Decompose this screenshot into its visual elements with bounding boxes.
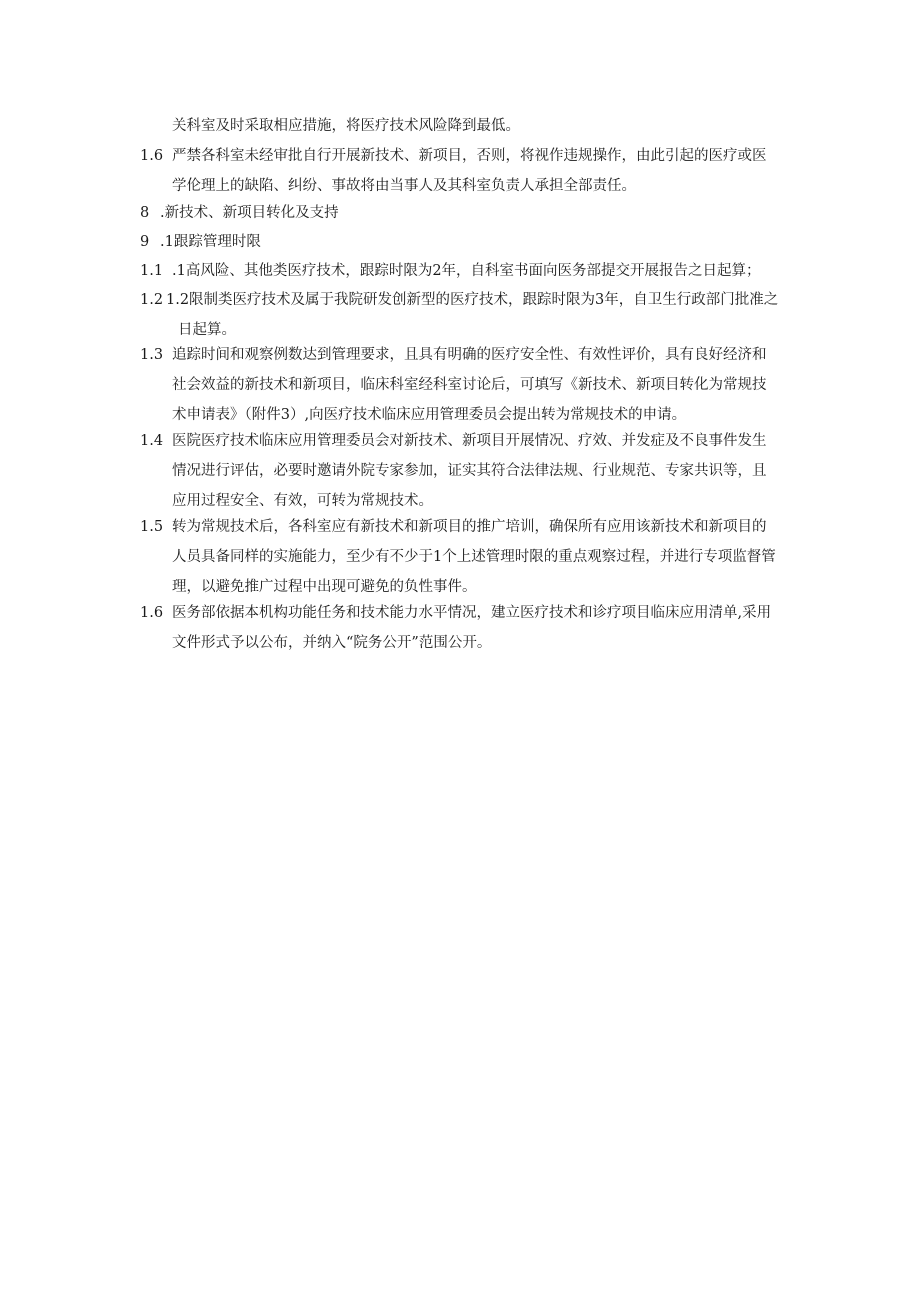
paragraph-line: 严禁各科室未经审批自行开展新技术、新项目，否则，将视作违规操作，由此引起的医疗或医	[172, 148, 767, 164]
paragraph-line: 学伦理上的缺陷、纠纷、事故将由当事人及其科室负责人承担全部责任。	[172, 178, 636, 194]
paragraph-number: 1.6	[140, 148, 164, 164]
paragraph-line: 理，以避免推广过程中出现可避免的负性事件。	[172, 579, 477, 595]
paragraph-continuation	[140, 111, 820, 141]
paragraph-line: 应用过程安全、有效，可转为常规技术。	[172, 493, 433, 509]
paragraph-line: 术申请表》（附件3）,向医疗技术临床应用管理委员会提出转为常规技术的申请。	[172, 407, 687, 423]
paragraph-line: 1.2限制类医疗技术及属于我院研发创新型的医疗技术，跟踪时限为3年，自卫生行政部门批准之	[166, 292, 779, 308]
paragraph-1-6-b	[140, 598, 820, 658]
paragraph-line: 人员具备同样的实施能力，至少有不少于1个上述管理时限的重点观察过程，并进行专项监督管	[172, 549, 776, 565]
paragraph-number: 1.5	[140, 519, 164, 535]
paragraph-1-4	[140, 426, 820, 516]
paragraph-number: 8	[140, 205, 150, 221]
paragraph-1-5	[140, 512, 820, 602]
paragraph-line: 医院医疗技术临床应用管理委员会对新技术、新项目开展情况、疗效、并发症及不良事件发生	[172, 433, 767, 449]
paragraph-1-1	[140, 256, 820, 286]
section-heading-9	[140, 227, 820, 257]
paragraph-line: .1跟踪管理时限	[160, 234, 261, 250]
paragraph-number: 1.2	[140, 292, 164, 308]
paragraph-1-6	[140, 141, 820, 201]
paragraph-line: .1高风险、其他类医疗技术，跟踪时限为2年，自科室书面向医务部提交开展报告之日起算；	[172, 263, 761, 279]
paragraph-line: 转为常规技术后，各科室应有新技术和新项目的推广培训，确保所有应用该新技术和新项目的	[172, 519, 767, 535]
paragraph-line: 关科室及时采取相应措施，将医疗技术风险降到最低。	[172, 118, 520, 134]
paragraph-line: 社会效益的新技术和新项目，临床科室经科室讨论后，可填写《新技术、新项目转化为常规技	[172, 377, 767, 393]
paragraph-line: 情况进行评估，必要时邀请外院专家参加，证实其符合法律法规、行业规范、专家共识等，且	[172, 463, 767, 479]
paragraph-line: 医务部依据本机构功能任务和技术能力水平情况，建立医疗技术和诊疗项目临床应用清单,采用	[172, 605, 772, 621]
paragraph-line: .新技术、新项目转化及支持	[160, 205, 339, 221]
section-heading-8	[140, 198, 820, 228]
paragraph-line: 日起算。	[178, 322, 236, 338]
paragraph-number: 1.1	[140, 263, 164, 279]
paragraph-number: 9	[140, 234, 150, 250]
paragraph-1-2	[140, 285, 820, 345]
paragraph-number: 1.3	[140, 347, 164, 363]
paragraph-1-3	[140, 340, 820, 430]
paragraph-number: 1.4	[140, 433, 164, 449]
paragraph-line: 追踪时间和观察例数达到管理要求，且具有明确的医疗安全性、有效性评价，具有良好经济和	[172, 347, 767, 363]
paragraph-number: 1.6	[140, 605, 164, 621]
paragraph-line: 文件形式予以公布，并纳入“院务公开”范围公开。	[172, 635, 492, 651]
